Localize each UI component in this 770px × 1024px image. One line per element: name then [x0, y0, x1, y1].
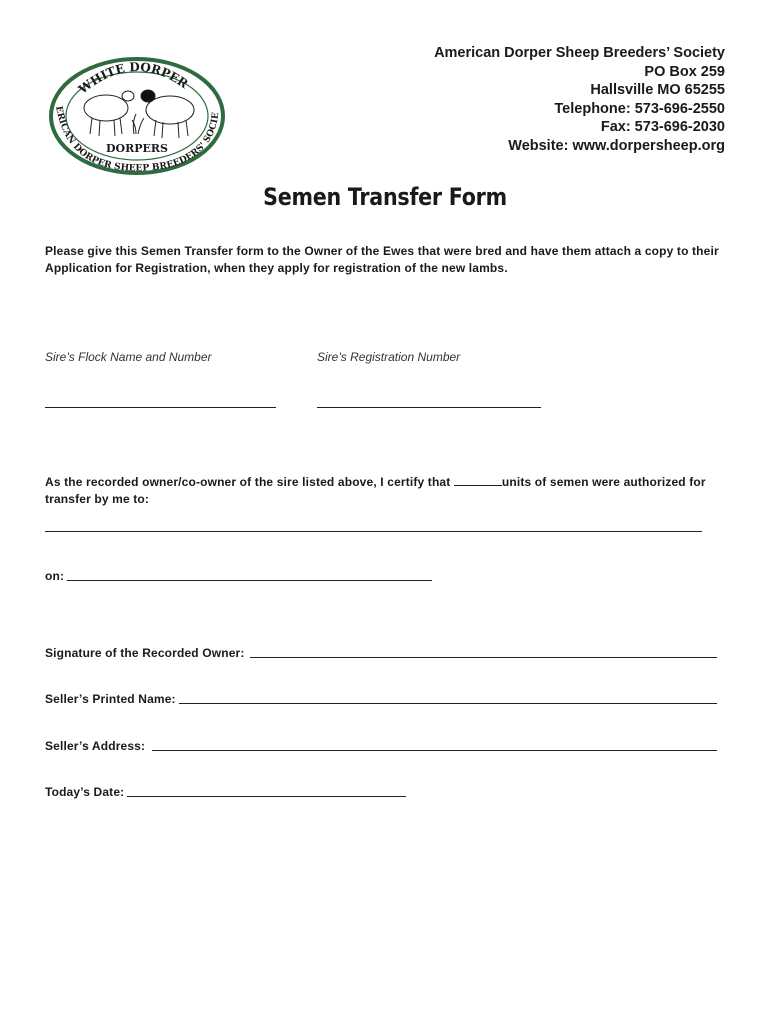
- sire-registration-label: Sire’s Registration Number: [317, 350, 461, 364]
- semen-units-field[interactable]: [454, 475, 502, 486]
- society-logo: [48, 56, 226, 176]
- city-state-zip: Hallsville MO 65255: [590, 82, 725, 99]
- sire-registration-field[interactable]: [317, 398, 541, 408]
- printed-name-field[interactable]: [179, 694, 717, 704]
- organization-name: American Dorper Sheep Breeders’ Society: [434, 45, 725, 61]
- certification-text-part1: As the recorded owner/co-owner of the sire listed above, I certify that: [45, 475, 454, 489]
- address-label: Seller’s Address:: [45, 739, 146, 753]
- sire-flock-field[interactable]: [45, 398, 276, 408]
- telephone: Telephone: 573-696-2550: [554, 100, 725, 117]
- date-field[interactable]: [127, 787, 406, 797]
- website: Website: www.dorpersheep.org: [508, 137, 725, 154]
- address-field[interactable]: [152, 741, 717, 751]
- transferee-field[interactable]: [45, 522, 702, 532]
- certification-text: [45, 474, 735, 508]
- form-title: Semen Transfer Form: [263, 183, 507, 211]
- printed-name-label: Seller’s Printed Name:: [45, 692, 176, 706]
- on-date-field[interactable]: [67, 571, 432, 581]
- sire-flock-label: Sire’s Flock Name and Number: [45, 350, 212, 364]
- on-label: on:: [45, 569, 65, 583]
- signature-field[interactable]: [250, 648, 717, 658]
- form-instructions: Please give this Semen Transfer form to the Owner of the Ewes that were bred and have them attach a copy to their Application for Registration, when they apply for registration of the new lambs.: [45, 244, 719, 275]
- logo-top-text: WHITE DORPER: [75, 59, 191, 97]
- organization-info: [434, 44, 725, 156]
- logo-seal-icon: [48, 56, 226, 176]
- logo-inner-text: DORPERS: [105, 142, 169, 155]
- fax: Fax: 573-696-2030: [600, 119, 725, 136]
- logo-ring-text: ERICAN DORPER SHEEP BREEDERS' SOCIE: [53, 105, 222, 174]
- certification-text-part2: units of semen were authorized for transfer by me to:: [45, 475, 706, 506]
- signature-label: Signature of the Recorded Owner:: [45, 646, 245, 660]
- date-label: Today’s Date:: [45, 785, 125, 799]
- po-box: PO Box 259: [644, 63, 725, 80]
